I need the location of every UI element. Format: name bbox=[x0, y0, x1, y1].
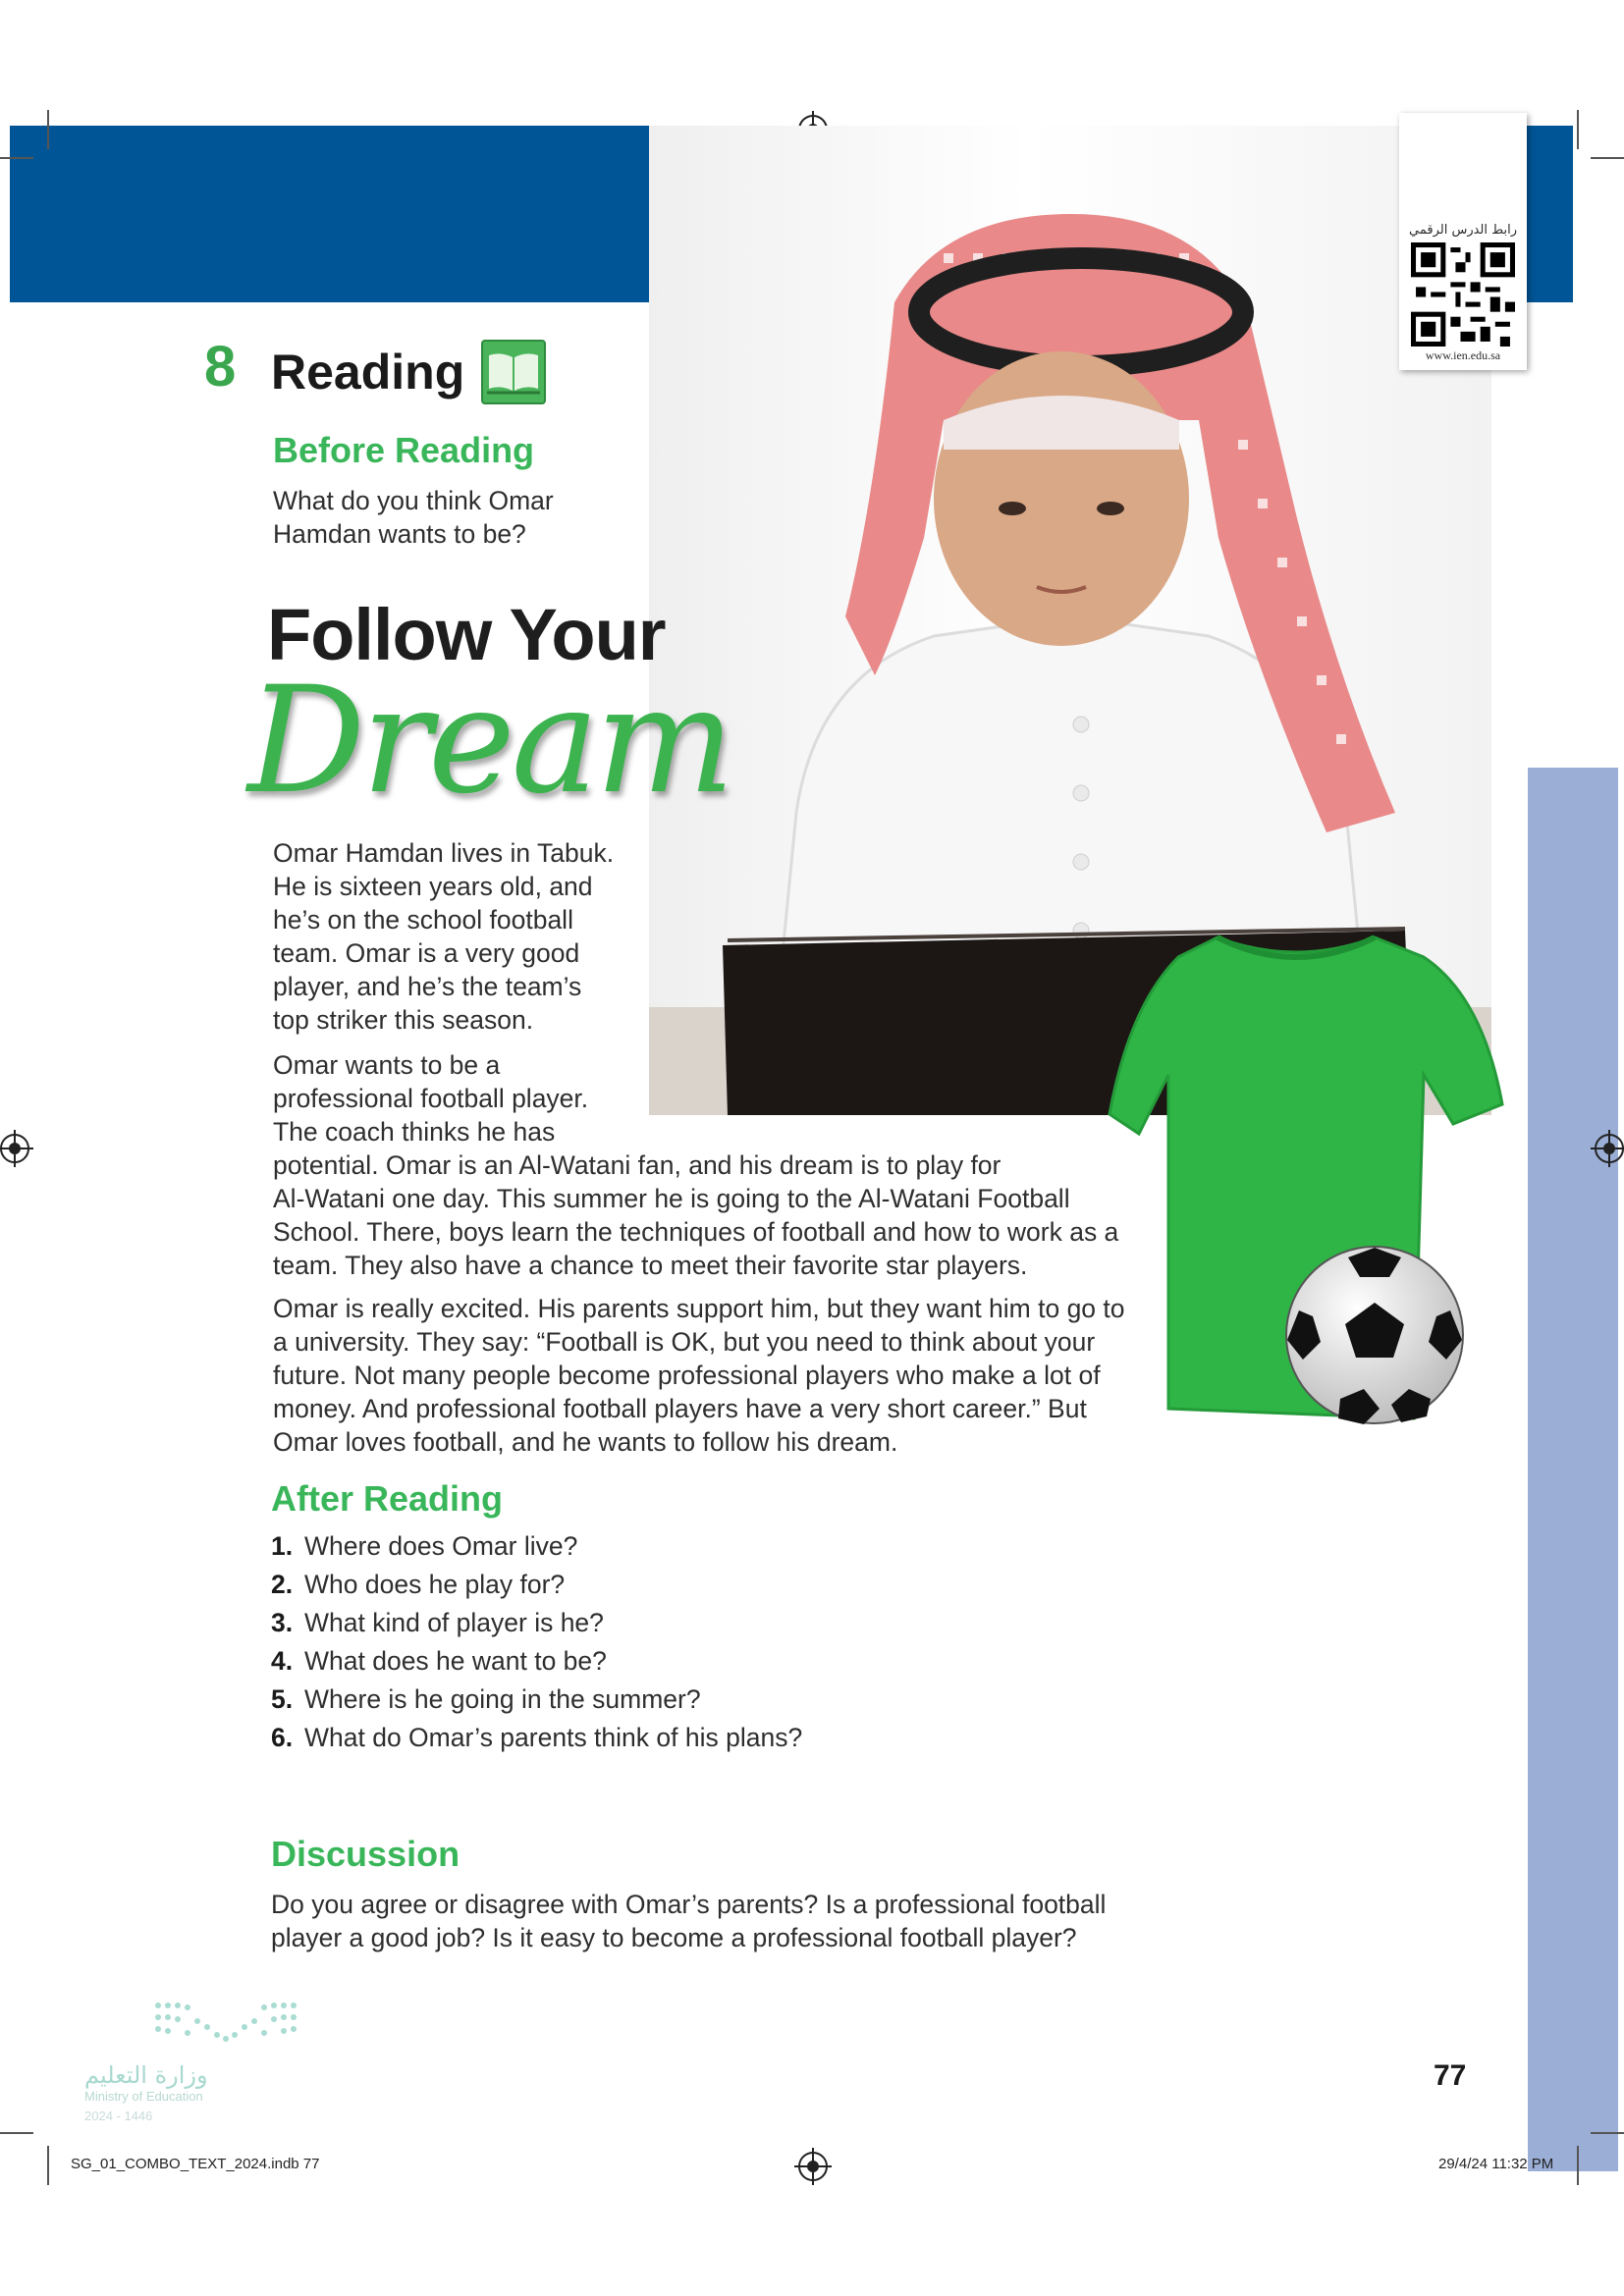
before-reading-prompt bbox=[273, 484, 554, 551]
lesson-title: Reading bbox=[271, 345, 465, 400]
text-line: future. Not many people become professional players who make a lot of bbox=[273, 1361, 1101, 1390]
question-number: 2. bbox=[271, 1570, 294, 1599]
crop-mark bbox=[0, 2132, 33, 2134]
crop-mark bbox=[47, 2146, 49, 2185]
question-text: Where is he going in the summer? bbox=[304, 1684, 701, 1714]
question-text: Who does he play for? bbox=[304, 1570, 566, 1599]
article-paragraph-1 bbox=[273, 836, 614, 1037]
prompt-line: Hamdan wants to be? bbox=[273, 519, 526, 549]
text-line: player a good job? Is it easy to become a professional football player? bbox=[271, 1923, 1077, 1952]
header-blue-band bbox=[10, 126, 649, 302]
football-icon bbox=[1281, 1242, 1468, 1428]
crop-mark bbox=[1591, 2132, 1624, 2134]
text-line: team. Omar is a very good bbox=[273, 938, 580, 968]
question-list bbox=[271, 1527, 802, 1757]
question-number: 1. bbox=[271, 1531, 294, 1561]
text-line: Omar wants to be a bbox=[273, 1050, 501, 1080]
list-item bbox=[271, 1642, 802, 1681]
question-text: What do Omar’s parents think of his plans? bbox=[304, 1723, 803, 1752]
print-date: 29/4/24 11:32 PM bbox=[1438, 2156, 1554, 2172]
after-reading-heading: After Reading bbox=[271, 1478, 504, 1519]
question-number: 3. bbox=[271, 1608, 294, 1637]
question-text: What kind of player is he? bbox=[304, 1608, 604, 1637]
list-item bbox=[271, 1719, 802, 1757]
header-blue-band-right bbox=[1524, 126, 1573, 302]
print-file-name: SG_01_COMBO_TEXT_2024.indb 77 bbox=[71, 2156, 320, 2172]
text-line: player, and he’s the team’s bbox=[273, 972, 582, 1001]
before-reading-heading: Before Reading bbox=[273, 430, 535, 470]
ministry-year: 2024 - 1446 bbox=[84, 2109, 153, 2123]
registration-mark-icon bbox=[798, 2152, 828, 2181]
text-line: team. They also have a chance to meet their favorite star players. bbox=[273, 1251, 1028, 1280]
text-line: Omar Hamdan lives in Tabuk. bbox=[273, 838, 615, 868]
question-text: What does he want to be? bbox=[304, 1646, 607, 1676]
text-line: top striker this season. bbox=[273, 1005, 534, 1035]
ministry-logo-icon bbox=[152, 1998, 299, 2047]
text-line: money. And professional football players have a very short career.” But bbox=[273, 1394, 1087, 1423]
question-number: 4. bbox=[271, 1646, 294, 1676]
ministry-name-english: Ministry of Education bbox=[84, 2089, 203, 2104]
discussion-text bbox=[271, 1888, 1106, 1954]
question-text: Where does Omar live? bbox=[304, 1531, 578, 1561]
page-number: 77 bbox=[1434, 2059, 1467, 2092]
text-line: School. There, boys learn the techniques of football and how to work as a bbox=[273, 1217, 1119, 1247]
text-line: Do you agree or disagree with Omar’s parents? Is a professional football bbox=[271, 1890, 1107, 1919]
text-line: Omar loves football, and he wants to follow his dream. bbox=[273, 1427, 898, 1457]
ministry-name-arabic: وزارة التعليم bbox=[84, 2061, 208, 2089]
page-side-bar bbox=[1528, 768, 1618, 2171]
crop-mark bbox=[1577, 110, 1579, 149]
article-paragraph-3 bbox=[273, 1292, 1125, 1459]
qr-code-tab[interactable] bbox=[1399, 113, 1527, 370]
qr-label: رابط الدرس الرقمي bbox=[1409, 223, 1517, 238]
text-line: a university. They say: “Football is OK, but you need to think about your bbox=[273, 1327, 1096, 1357]
book-icon bbox=[481, 340, 546, 404]
text-line: He is sixteen years old, and bbox=[273, 872, 593, 901]
text-line: Al-Watani one day. This summer he is going to the Al-Watani Football bbox=[273, 1184, 1070, 1213]
qr-url[interactable]: www.ien.edu.sa bbox=[1425, 348, 1501, 362]
lesson-number: 8 bbox=[204, 335, 237, 399]
qr-code-icon[interactable] bbox=[1411, 242, 1515, 347]
list-item bbox=[271, 1566, 802, 1604]
question-number: 5. bbox=[271, 1684, 294, 1714]
list-item bbox=[271, 1604, 802, 1642]
text-line: he’s on the school football bbox=[273, 905, 573, 934]
crop-mark bbox=[47, 110, 49, 149]
discussion-heading: Discussion bbox=[271, 1834, 460, 1874]
question-number: 6. bbox=[271, 1723, 294, 1752]
text-line: potential. Omar is an Al-Watani fan, and his dream is to play for bbox=[273, 1150, 1001, 1180]
article-title: Follow Your bbox=[267, 594, 666, 675]
registration-mark-icon bbox=[1595, 1134, 1624, 1163]
text-line: professional football player. bbox=[273, 1084, 589, 1113]
crop-mark bbox=[0, 157, 33, 159]
prompt-line: What do you think Omar bbox=[273, 486, 554, 515]
text-line: The coach thinks he has bbox=[273, 1117, 556, 1147]
crop-mark bbox=[1591, 157, 1624, 159]
text-line: Omar is really excited. His parents support him, but they want him to go to bbox=[273, 1294, 1125, 1323]
list-item bbox=[271, 1527, 802, 1566]
article-paragraph-2 bbox=[273, 1048, 1118, 1282]
registration-mark-icon bbox=[0, 1134, 29, 1163]
list-item bbox=[271, 1681, 802, 1719]
crop-mark bbox=[1577, 2146, 1579, 2185]
article-title-script: Dream bbox=[247, 656, 731, 827]
